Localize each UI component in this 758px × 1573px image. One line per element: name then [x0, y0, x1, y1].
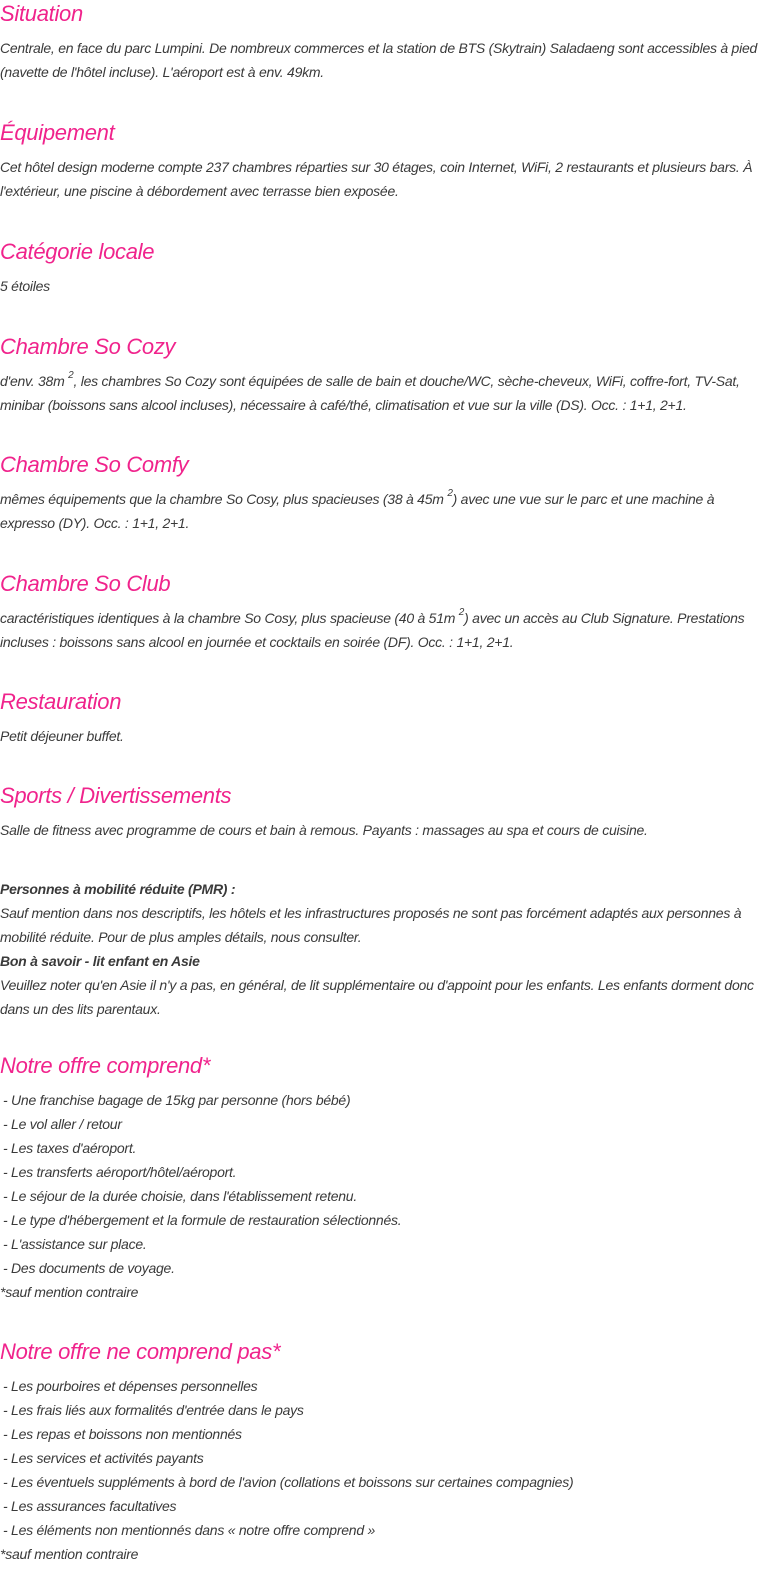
- comfy-title: Chambre So Comfy: [0, 452, 189, 477]
- comfy-text-after: ) avec une vue sur le parc et une machine à expresso (DY). Occ. : 1+1, 2+1.: [0, 491, 715, 531]
- club-text: [0, 606, 758, 654]
- situation-title: Situation: [0, 1, 83, 26]
- situation-text: Centrale, en face du parc Lumpini. De nombreux commerces et la station de BTS (Skytrain) Saladaeng sont accessibles à pied (navette de l'hôtel incluse). L'aéroport est à env. 49km.: [0, 40, 758, 80]
- cozy-title: Chambre So Cozy: [0, 334, 176, 359]
- list-item: - Les frais liés aux formalités d'entrée dans le pays: [3, 1402, 304, 1418]
- club-text-before: caractéristiques identiques à la chambre So Cosy, plus spacieuse (40 à 51m: [0, 610, 459, 626]
- list-item: - Une franchise bagage de 15kg par personne (hors bébé): [3, 1092, 351, 1108]
- section-club: [0, 570, 758, 654]
- categorie-title: Catégorie locale: [0, 239, 155, 264]
- list-item: - Les éventuels suppléments à bord de l'avion (collations et boissons sur certaines compagnies): [3, 1474, 574, 1490]
- section-non-offre: [0, 1338, 758, 1566]
- offre-note: *sauf mention contraire: [0, 1284, 139, 1300]
- list-item: - L'assistance sur place.: [3, 1236, 147, 1252]
- lit-enfant-text: Veuillez noter qu'en Asie il n'y a pas, en général, de lit supplémentaire ou d'appoint pour les enfants. Les enfants dorment donc dans un des lits parentaux.: [0, 977, 754, 1017]
- club-title: Chambre So Club: [0, 571, 171, 596]
- restauration-text: Petit déjeuner buffet.: [0, 728, 124, 744]
- pmr-heading: Personnes à mobilité réduite (PMR) :: [0, 881, 236, 897]
- cozy-text-before: d'env. 38m: [0, 373, 69, 389]
- cozy-text: [0, 369, 758, 417]
- list-item: - Le type d'hébergement et la formule de restauration sélectionnés.: [3, 1212, 402, 1228]
- non-offre-list: [0, 1374, 758, 1542]
- section-restauration: [0, 688, 758, 748]
- list-item: - Les éléments non mentionnés dans « notre offre comprend »: [3, 1522, 376, 1538]
- club-text-after: ) avec un accès au Club Signature. Prestations incluses : boissons sans alcool en journée et cocktails en soirée (DF). Occ. : 1+1, 2+1.: [0, 610, 745, 650]
- pmr-text: Sauf mention dans nos descriptifs, les hôtels et les infrastructures proposés ne sont pas forcément adaptés aux personnes à mobilité réduite. Pour de plus amples détails, nous consulter.: [0, 905, 742, 945]
- cozy-sup: 2: [68, 370, 74, 382]
- restauration-title: Restauration: [0, 689, 122, 714]
- section-offre: [0, 1052, 758, 1304]
- offre-title: Notre offre comprend*: [0, 1053, 211, 1078]
- section-cozy: [0, 333, 758, 417]
- section-comfy: [0, 451, 758, 535]
- non-offre-title: Notre offre ne comprend pas*: [0, 1339, 281, 1364]
- cozy-text-after: , les chambres So Cozy sont équipées de salle de bain et douche/WC, sèche-cheveux, WiFi, coffre-fort, TV-Sat, minibar (boissons sans alcool incluses), nécessaire à café/thé, climatisation et vue sur la ville (DS). Occ. : 1+1, 2+1.: [0, 373, 740, 413]
- list-item: - Les pourboires et dépenses personnelles: [3, 1378, 258, 1394]
- lit-enfant-heading: Bon à savoir - lit enfant en Asie: [0, 953, 200, 969]
- list-item: - Les assurances facultatives: [3, 1498, 177, 1514]
- list-item: - Les repas et boissons non mentionnés: [3, 1426, 242, 1442]
- list-item: - Les transferts aéroport/hôtel/aéroport.: [3, 1164, 237, 1180]
- equipement-title: Équipement: [0, 120, 115, 145]
- non-offre-note: *sauf mention contraire: [0, 1546, 139, 1562]
- list-item: - Le séjour de la durée choisie, dans l'établissement retenu.: [3, 1188, 357, 1204]
- comfy-sup: 2: [447, 488, 453, 500]
- list-item: - Les services et activités payants: [3, 1450, 204, 1466]
- section-situation: [0, 0, 758, 84]
- section-sports: [0, 782, 758, 842]
- list-item: - Des documents de voyage.: [3, 1260, 175, 1276]
- section-pmr: [0, 877, 758, 1021]
- comfy-text-before: mêmes équipements que la chambre So Cosy, plus spacieuses (38 à 45m: [0, 491, 448, 507]
- sports-title: Sports / Divertissements: [0, 783, 232, 808]
- section-categorie: [0, 238, 758, 298]
- equipement-text: Cet hôtel design moderne compte 237 chambres réparties sur 30 étages, coin Internet, WiFi, 2 restaurants et plusieurs bars. À l'extérieur, une piscine à débordement avec terrasse bien exposée.: [0, 159, 753, 199]
- offre-list: [0, 1088, 758, 1280]
- list-item: - Les taxes d'aéroport.: [3, 1140, 137, 1156]
- sports-text: Salle de fitness avec programme de cours et bain à remous. Payants : massages au spa et cours de cuisine.: [0, 822, 648, 838]
- section-equipement: [0, 119, 758, 203]
- categorie-text: 5 étoiles: [0, 278, 50, 294]
- comfy-text: [0, 487, 758, 535]
- club-sup: 2: [458, 607, 465, 619]
- list-item: - Le vol aller / retour: [3, 1116, 122, 1132]
